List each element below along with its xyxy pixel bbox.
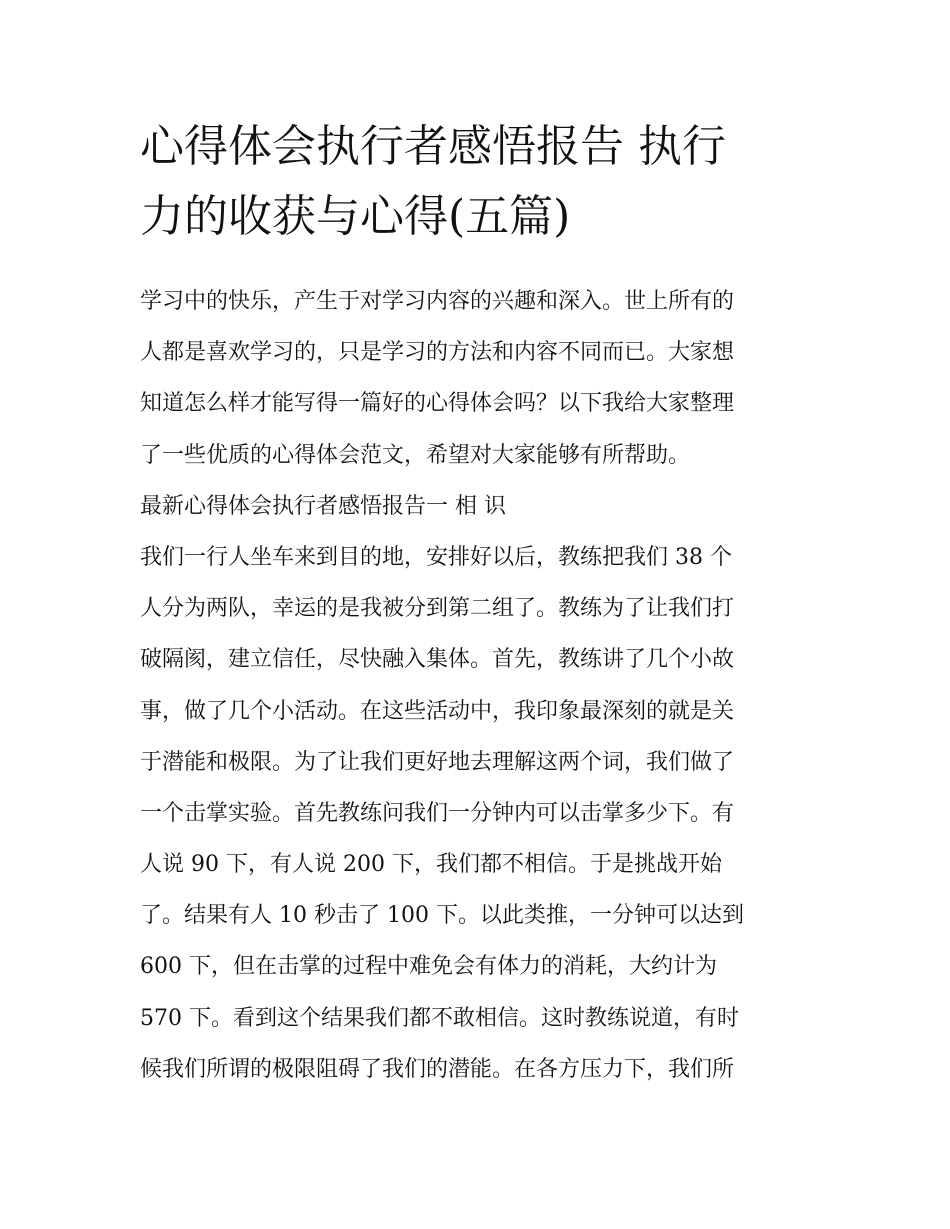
- document-title: [140, 112, 812, 252]
- text-line: 人都是喜欢学习的，只是学习的方法和内容不同而已。大家想: [140, 340, 735, 366]
- section-heading: 最新心得体会执行者感悟报告一 相 识: [140, 493, 506, 519]
- text-line: 知道怎么样才能写得一篇好的心得体会吗？以下我给大家整理: [140, 391, 735, 417]
- text-line: 了。结果有人 10 秒击了 100 下。以此类推，一分钟可以达到: [140, 903, 744, 929]
- text-line: 事，做了几个小活动。在这些活动中，我印象最深刻的就是关: [140, 698, 735, 724]
- text-line: 了一些优质的心得体会范文，希望对大家能够有所帮助。: [140, 442, 691, 468]
- document-body: [140, 276, 812, 1095]
- text-line: 人分为两队，幸运的是我被分到第二组了。教练为了让我们打: [140, 596, 735, 622]
- text-line: 于潜能和极限。为了让我们更好地去理解这两个词，我们做了: [140, 749, 735, 775]
- text-line: 候我们所谓的极限阻碍了我们的潜能。在各方压力下，我们所: [140, 1056, 735, 1082]
- text-line: 我们一行人坐车来到目的地，安排好以后，教练把我们 38 个: [140, 544, 732, 570]
- text-line: 一个击掌实验。首先教练问我们一分钟内可以击掌多少下。有: [140, 800, 735, 826]
- text-line: 人说 90 下，有人说 200 下，我们都不相信。于是挑战开始: [140, 852, 722, 878]
- text-line: 破隔阂，建立信任，尽快融入集体。首先，教练讲了几个小故: [140, 647, 735, 673]
- text-line: 600 下，但在击掌的过程中难免会有体力的消耗，大约计为: [140, 954, 717, 980]
- text-line: 570 下。看到这个结果我们都不敢相信。这时教练说道，有时: [140, 1005, 739, 1031]
- text-line: 学习中的快乐，产生于对学习内容的兴趣和深入。世上所有的: [140, 289, 735, 314]
- title-line: 心得体会执行者感悟报告 执行: [140, 121, 726, 172]
- intro-paragraph: [140, 276, 812, 481]
- section-paragraph: [140, 532, 812, 1095]
- title-line: 力的收获与心得(五篇): [140, 191, 571, 242]
